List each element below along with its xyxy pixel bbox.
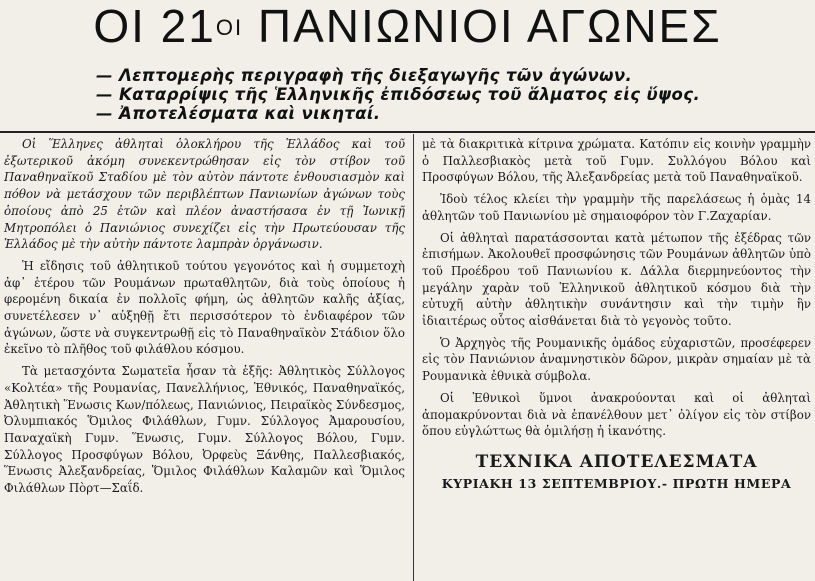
paragraph: Ὁ Ἀρχηγὸς τῆς Ρουμανικῆς ὁμάδος εὐχαριστῶν, προσέφερεν εἰς τὸν Πανιώνιον ἀναμνηστικὸν δῶρον, μικρὰν σημαίαν μὲ τὰ Ρουμανικὰ ἐθνικὰ σύμβολα. [422, 335, 811, 384]
paragraph: Τὰ μετασχόντα Σωματεῖα ἦσαν τὰ ἑξῆς: Ἀθλητικὸς Σύλλογος «Κολτέα» τῆς Ρουμανίας, Πανελλήνιος, Ἐθνικός, Παναθηναϊκός, Ἀθλητικὴ Ἕνωσις Κων/πόλεως, Πανιώνιος, Πειραϊκὸς Σύνδεσμος, Ὀλυμπιακός Ὅμιλος Φιλάθλων, Γυμν. Σύλλογος Ἀμαρουσίου, Παναχαϊκὴ Γυμν. Ἕνωσις, Γυμν. Σύλλογος Βόλου, Γυμν. Σύλλογος Προσφύγων Βόλου, Ὀρφεὺς Ξάνθης, Παλλεσβιακός, Ἕνωσις Ἀλεξανδρείας, Ὅμιλος Φιλάθλων Καλαμῶν καὶ Ὅμιλος Φιλάθλων Πὸρτ—Σαΐδ. [4, 364, 405, 496]
paragraph: Ἡ εἴδησις τοῦ ἀθλητικοῦ τούτου γεγονότος καὶ ἡ συμμετοχὴ ἀφ᾽ ἑτέρου τῶν Ρουμάνων πρωταθλητῶν, διὰ τοὺς ὁποίους ἡ φερομένη δικαία ἐν πολλοῖς φήμη, ὡς ἀθλητῶν καλῆς ἀξίας, συνετέλεσεν ν᾽ αὐξηθῇ ἔτι περισσότερον τὸ ἐνδιαφέρον τῶν ἀγώνων, ὥστε νὰ συγκεντρωθῇ εἰς τὸ Παναθηναϊκὸν Στάδιον ὅλο ἐκεῖνο τὸ πλῆθος τοῦ φιλάθλου κόσμου. [4, 258, 405, 357]
paragraph: Ἰδοὺ τέλος κλείει τὴν γραμμὴν τῆς παρελάσεως ἡ ὁμὰς 14 ἀθλητῶν τοῦ Πανιωνίου μὲ σημαιοφόρον τὸν Γ.Ζαχαρίαν. [422, 192, 811, 223]
section-subtitle: ΚΥΡΙΑΚΗ 13 ΣΕΠΤΕΜΒΡΙΟΥ.- ΠΡΩΤΗ ΗΜΕΡΑ [441, 475, 792, 491]
right-column [422, 136, 811, 492]
column-divider [413, 134, 414, 581]
section-title: ΤΕΧΝΙΚΑ ΑΠΟΤΕΛΕΣΜΑΤΑ [475, 451, 758, 472]
headline-rest: ΠΑΝΙΩΝΙΟΙ ΑΓΩΝΕΣ [243, 0, 722, 52]
paragraph: μὲ τὰ διακριτικὰ κίτρινα χρώματα. Κατόπιν εἰς κοινὴν γραμμὴν ὁ Παλλεσβιακὸς μετὰ τοῦ Γυμν. Συλλόγου Βόλου καὶ Προσφύγων Βόλου, τῆς Ἀλεξανδρείας μετὰ τοῦ Παναθηναϊκοῦ. [422, 137, 811, 185]
subheading: — Καταρρίψις τῆς Ἑλληνικῆς ἐπιδόσεως τοῦ ἅλματος εἰς ὕψος. [96, 85, 701, 104]
headline-sup: ΟΙ [215, 15, 244, 40]
header-rule [0, 131, 815, 133]
paragraph: Οἱ Ἕλληνες ἀθληταὶ ὁλοκλήρου τῆς Ἑλλάδος καὶ τοῦ ἐξωτερικοῦ ἀκόμη συνεκεντρώθησαν εἰς τὸν στίβον τοῦ Παναθηναϊκοῦ Σταδίου μὲ τὸν αὐτὸν πάντοτε ἐνθουσιασμὸν καὶ πόθον νὰ μετάσχουν τῶν περιβλέπτων Πανιωνίων ἀγώνων τοὺς ὁποίους ἀπὸ 25 ἐτῶν καὶ πλέον ἀναστήσασα ἐν τῇ Ἰωνικῇ Μητροπόλει ὁ Πανιώνιος συνεχίζει εἰς τὴν Πρωτεύουσαν τῆς Ἑλλάδος μὲ τὴν αὐτὴν πάντοτε λαμπρὰν ὀργάνωσιν. [4, 137, 405, 252]
headline-main: ΟΙ 21 [93, 0, 216, 52]
subheading: — Λεπτομερὴς περιγραφὴ τῆς διεξαγωγῆς τῶν ἀγώνων. [96, 66, 633, 85]
subheadings [96, 66, 796, 123]
headline [0, 0, 815, 52]
subheading: — Ἀποτελέσματα καὶ νικηταί. [96, 104, 381, 123]
paragraph: Οἱ Ἐθνικοὶ ὕμνοι ἀνακρούονται καὶ οἱ ἀθληταὶ ἀπομακρύνονται διὰ νὰ ἐπανέλθουν μετ᾽ ὀλίγον εἰς τὸν στίβον ὅπου εὐγλώττως θὰ ὁμιλήσῃ ἡ ἱκανότης. [422, 390, 811, 439]
left-column [4, 136, 405, 502]
paragraph: Οἱ ἀθληταὶ παρατάσσονται κατὰ μέτωπον τῆς ἐξέδρας τῶν ἐπισήμων. Ἀκολουθεῖ προσφώνησις τῶν Ρουμάνων ἀθλητῶν ὑπὸ τοῦ Προέδρου τοῦ Πανιωνίου κ. Δάλλα διερμηνεύοντος τὴν μεγάλην χαρὰν τοῦ Ἑλληνικοῦ ἀθλητικοῦ κόσμου διὰ τὴν εὐτυχῆ αὐτὴν ἀθλητικὴν συνάντησιν καὶ τὴν τιμὴν ἣν ἰδιαιτέρως οὗτος αἰσθάνεται διὰ τὸ γεγονὸς τοῦτο. [422, 230, 811, 329]
